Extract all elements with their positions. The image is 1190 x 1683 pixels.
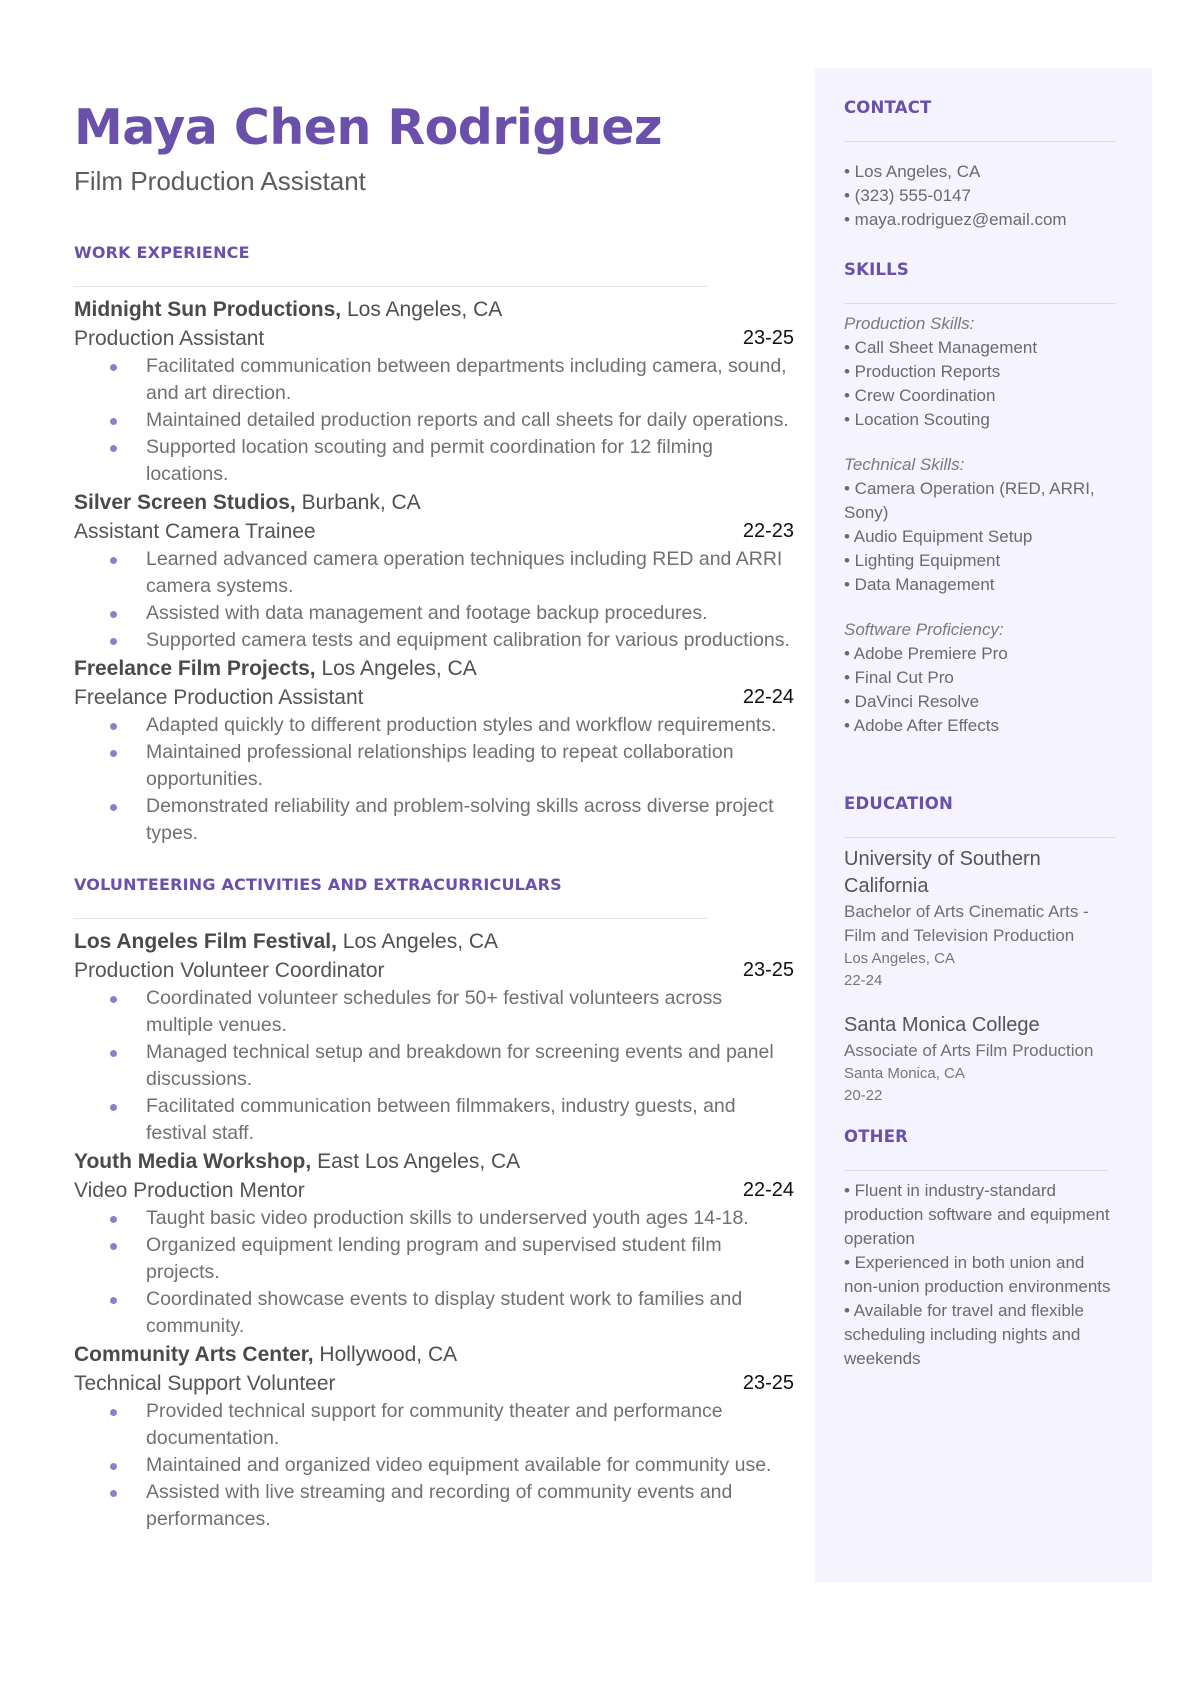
bullet-item: Maintained detailed production reports and call sheets for daily operations. <box>146 407 794 434</box>
entry-org-line <box>74 295 794 324</box>
organization-name: Community Arts Center, <box>74 1343 314 1366</box>
skill-group <box>844 312 1116 432</box>
job-dates: 22-23 <box>742 520 794 542</box>
organization-name: Freelance Film Projects, <box>74 657 316 680</box>
section-divider <box>844 837 1116 838</box>
organization-name: Youth Media Workshop, <box>74 1150 312 1173</box>
skill-item: • Location Scouting <box>844 410 990 429</box>
bullet-item: Maintained professional relationships leading to repeat collaboration opportunities. <box>146 739 794 793</box>
organization-location: Los Angeles, CA <box>341 298 503 321</box>
other-item: • Available for travel and flexible scheduling including nights and weekends <box>844 1301 1085 1368</box>
contact-heading: CONTACT <box>844 98 932 117</box>
bullet-list <box>74 712 794 847</box>
other-heading: OTHER <box>844 1127 909 1146</box>
section-divider <box>74 286 708 287</box>
job-role: Freelance Production Assistant <box>74 686 364 709</box>
entry-role-row <box>74 683 794 712</box>
skill-group <box>844 453 1116 597</box>
contact-item: • Los Angeles, CA <box>844 162 981 181</box>
section-divider <box>74 918 708 919</box>
job-role: Production Assistant <box>74 327 265 350</box>
experience-entry <box>74 927 794 1147</box>
skill-item: • Camera Operation (RED, ARRI, Sony) <box>844 479 1095 522</box>
contact-list <box>844 160 1116 232</box>
skill-item: • Lighting Equipment <box>844 551 1001 570</box>
bullet-item: Demonstrated reliability and problem-solving skills across diverse project types. <box>146 793 794 847</box>
experience-entry <box>74 295 794 488</box>
bullet-list <box>74 1398 794 1533</box>
education-entry <box>844 846 1116 992</box>
skill-group-label: Production Skills: <box>844 314 975 333</box>
skill-item: • Adobe Premiere Pro <box>844 644 1008 663</box>
skills-heading: SKILLS <box>844 260 909 279</box>
job-dates: 22-24 <box>742 686 794 708</box>
section-divider <box>844 1170 1108 1171</box>
education-heading: EDUCATION <box>844 794 953 813</box>
skill-item: • Production Reports <box>844 362 1001 381</box>
bullet-item: Organized equipment lending program and supervised student film projects. <box>146 1232 794 1286</box>
degree: Associate of Arts Film Production <box>844 1041 1094 1060</box>
organization-name: Silver Screen Studios, <box>74 491 296 514</box>
work-experience-list <box>74 295 794 847</box>
bullet-list <box>74 1205 794 1340</box>
bullet-item: Coordinated volunteer schedules for 50+ festival volunteers across multiple venues. <box>146 985 794 1039</box>
job-role: Technical Support Volunteer <box>74 1372 336 1395</box>
organization-location: Burbank, CA <box>295 491 421 514</box>
skill-item: • Call Sheet Management <box>844 338 1038 357</box>
organization-location: East Los Angeles, CA <box>311 1150 521 1173</box>
school-location: Los Angeles, CA <box>844 950 955 967</box>
skill-item: • Adobe After Effects <box>844 716 999 735</box>
job-role: Assistant Camera Trainee <box>74 520 316 543</box>
bullet-list <box>74 353 794 488</box>
entry-org-line <box>74 654 794 683</box>
bullet-item: Supported location scouting and permit coordination for 12 filming locations. <box>146 434 794 488</box>
bullet-item: Facilitated communication between filmmakers, industry guests, and festival staff. <box>146 1093 794 1147</box>
entry-role-row <box>74 517 794 546</box>
bullet-item: Supported camera tests and equipment calibration for various productions. <box>146 627 794 654</box>
entry-role-row <box>74 324 794 353</box>
experience-entry <box>74 1340 794 1533</box>
entry-role-row <box>74 1369 794 1398</box>
skills-list <box>844 312 1116 738</box>
entry-org-line <box>74 1147 794 1176</box>
other-item: • Fluent in industry-standard production software and equipment operation <box>844 1181 1110 1248</box>
entry-org-line <box>74 927 794 956</box>
bullet-item: Maintained and organized video equipment available for community use. <box>146 1452 794 1479</box>
skill-item: • Final Cut Pro <box>844 668 954 687</box>
job-role: Production Volunteer Coordinator <box>74 959 385 982</box>
volunteering-list <box>74 927 794 1533</box>
degree: Bachelor of Arts Cinematic Arts - Film and Television Production <box>844 902 1089 945</box>
other-list <box>844 1179 1116 1371</box>
skill-group <box>844 618 1116 738</box>
experience-entry <box>74 488 794 654</box>
job-dates: 23-25 <box>742 959 794 981</box>
work-experience-heading: WORK EXPERIENCE <box>74 243 250 262</box>
bullet-item: Assisted with live streaming and recording of community events and performances. <box>146 1479 794 1533</box>
job-role: Video Production Mentor <box>74 1179 305 1202</box>
bullet-list <box>74 546 794 654</box>
entry-org-line <box>74 488 794 517</box>
section-divider <box>844 303 1116 304</box>
entry-org-line <box>74 1340 794 1369</box>
main-column <box>74 98 794 1533</box>
education-entry <box>844 1012 1116 1107</box>
experience-entry <box>74 654 794 847</box>
organization-location: Los Angeles, CA <box>315 657 477 680</box>
organization-location: Los Angeles, CA <box>336 930 499 953</box>
job-dates: 22-24 <box>742 1179 794 1201</box>
education-list <box>844 846 1116 1107</box>
skill-item: • Crew Coordination <box>844 386 996 405</box>
bullet-item: Learned advanced camera operation techniques including RED and ARRI camera systems. <box>146 546 794 600</box>
candidate-name: Maya Chen Rodriguez <box>74 99 663 156</box>
school-name: University of Southern California <box>844 848 1041 897</box>
other-item: • Experienced in both union and non-union production environments <box>844 1253 1111 1296</box>
bullet-item: Adapted quickly to different production styles and workflow requirements. <box>146 712 794 739</box>
entry-role-row <box>74 956 794 985</box>
job-dates: 23-25 <box>742 327 794 349</box>
organization-name: Midnight Sun Productions, <box>74 298 342 321</box>
bullet-item: Managed technical setup and breakdown for screening events and panel discussions. <box>146 1039 794 1093</box>
skill-group-label: Software Proficiency: <box>844 620 1004 639</box>
skill-item: • DaVinci Resolve <box>844 692 980 711</box>
bullet-list <box>74 985 794 1147</box>
education-dates: 22-24 <box>844 972 883 989</box>
bullet-item: Taught basic video production skills to underserved youth ages 14-18. <box>146 1205 794 1232</box>
section-divider <box>844 141 1116 142</box>
experience-entry <box>74 1147 794 1340</box>
education-dates: 20-22 <box>844 1087 883 1104</box>
contact-item: • (323) 555-0147 <box>844 186 971 205</box>
school-name: Santa Monica College <box>844 1014 1040 1036</box>
bullet-item: Facilitated communication between departments including camera, sound, and art direction. <box>146 353 794 407</box>
organization-location: Hollywood, CA <box>313 1343 458 1366</box>
job-dates: 23-25 <box>742 1372 794 1394</box>
candidate-title: Film Production Assistant <box>74 166 366 196</box>
bullet-item: Provided technical support for community theater and performance documentation. <box>146 1398 794 1452</box>
skill-item: • Audio Equipment Setup <box>844 527 1033 546</box>
bullet-item: Coordinated showcase events to display student work to families and community. <box>146 1286 794 1340</box>
volunteering-heading: VOLUNTEERING ACTIVITIES AND EXTRACURRICULARS <box>74 875 562 894</box>
school-location: Santa Monica, CA <box>844 1065 965 1082</box>
contact-item: • maya.rodriguez@email.com <box>844 210 1067 229</box>
entry-role-row <box>74 1176 794 1205</box>
organization-name: Los Angeles Film Festival, <box>74 930 337 953</box>
skill-item: • Data Management <box>844 575 995 594</box>
skill-group-label: Technical Skills: <box>844 455 965 474</box>
bullet-item: Assisted with data management and footage backup procedures. <box>146 600 794 627</box>
sidebar <box>815 68 1152 1582</box>
